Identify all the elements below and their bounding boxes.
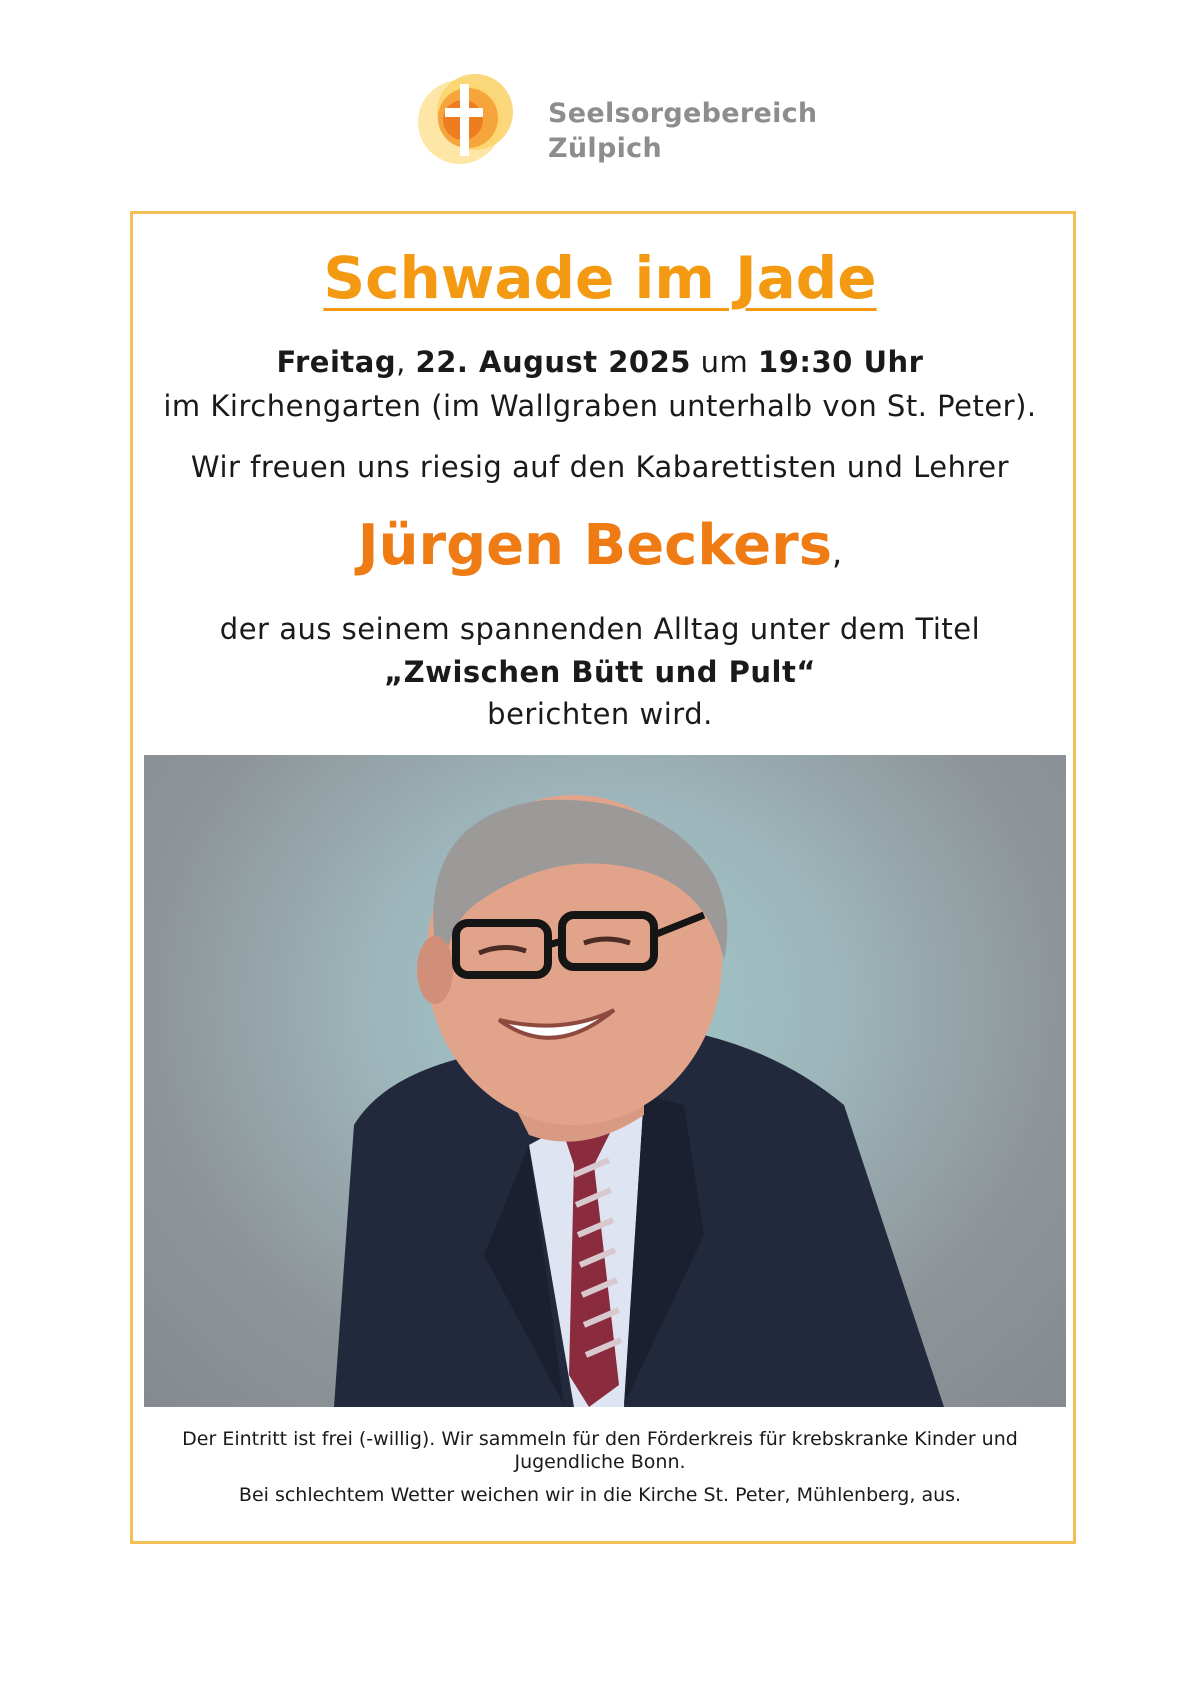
intro-text: Wir freuen uns riesig auf den Kabarettisten und Lehrer: [190, 450, 1010, 484]
logo: [415, 70, 818, 170]
event-day: Freitag: [276, 345, 397, 379]
church-cross-logo-icon: [415, 70, 525, 170]
logo-text: [548, 96, 817, 166]
logo-line2: Zülpich: [548, 133, 662, 164]
performer-photo: [144, 755, 1066, 1407]
description-line3: berichten wird.: [487, 697, 713, 731]
program-title: „Zwischen Bütt und Pult“: [384, 655, 816, 689]
performer-comma: ,: [832, 534, 843, 572]
performer-name: Jürgen Beckers,: [357, 513, 843, 578]
entry-info: Der Eintritt ist frei (-willig). Wir sammeln für den Förderkreis für krebskranke Kinder und Jugendliche Bonn.: [182, 1428, 1018, 1473]
performer-portrait: [144, 755, 1066, 1407]
date-um: um: [690, 345, 759, 379]
description-line1: der aus seinem spannenden Alltag unter dem Titel: [219, 612, 981, 646]
weather-info: Bei schlechtem Wetter weichen wir in die Kirche St. Peter, Mühlenberg, aus.: [238, 1484, 962, 1506]
event-date-line: [0, 345, 1200, 379]
date-separator: ,: [396, 345, 416, 379]
event-time: 19:30 Uhr: [758, 345, 924, 379]
event-date: 22. August 2025: [415, 345, 691, 379]
event-location: im Kirchengarten (im Wallgraben unterhalb von St. Peter).: [163, 389, 1037, 423]
logo-line1: Seelsorgebereich: [548, 98, 818, 129]
event-title: Schwade im Jade: [323, 244, 877, 312]
